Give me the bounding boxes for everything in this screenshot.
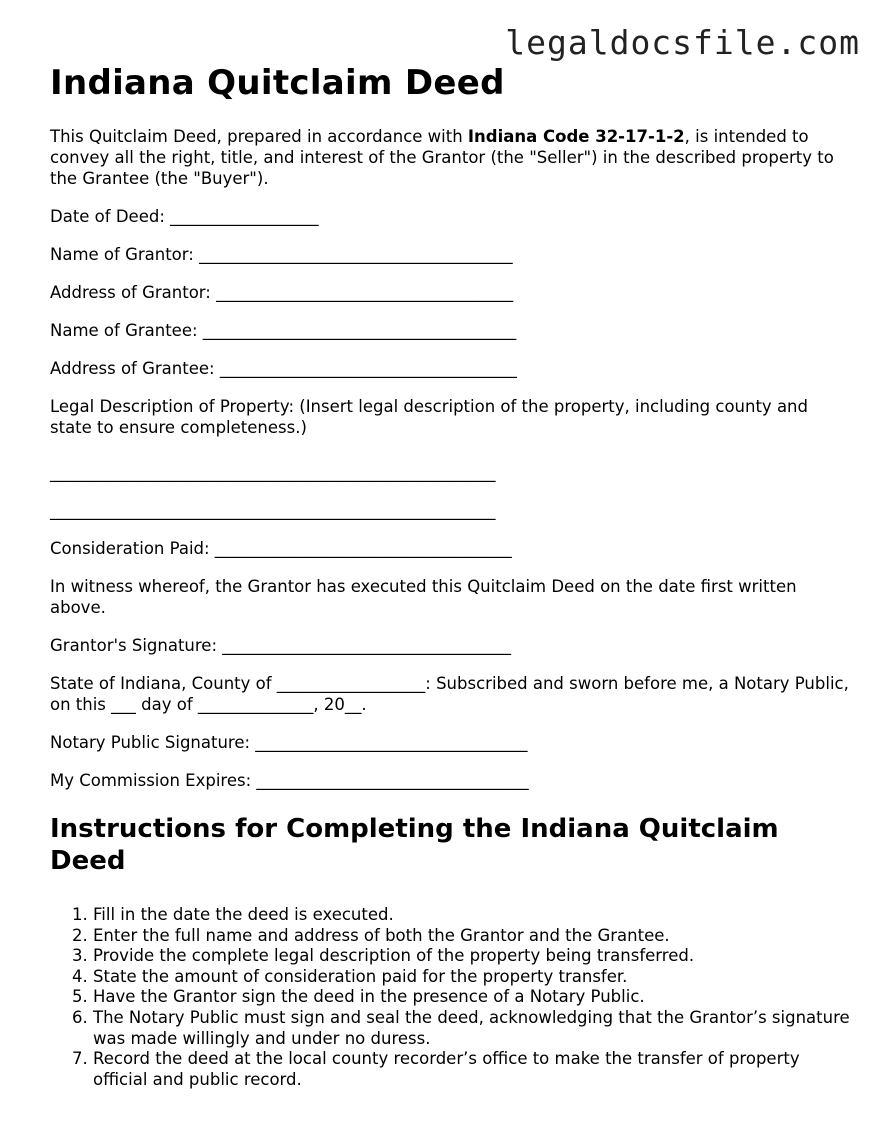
document xyxy=(50,60,850,1090)
instructions-list xyxy=(50,905,850,1090)
intro-paragraph xyxy=(50,126,850,189)
instruction-item: 5. Have the Grantor sign the deed in the presence of a Notary Public. xyxy=(93,987,850,1008)
instructions-heading: Instructions for Completing the Indiana Quitclaim Deed xyxy=(50,814,779,876)
instruction-item: 4. State the amount of consideration paid for the property transfer. xyxy=(93,967,850,988)
instruction-item: 1. Fill in the date the deed is executed. xyxy=(93,905,850,926)
indiana-code-reference: Indiana Code 32-17-1-2 xyxy=(467,127,685,146)
address-of-grantee-field: Address of Grantee: ____________________________________ xyxy=(50,359,517,378)
legal-description-field: Legal Description of Property: (Insert legal description of the property, including county and state to ensure completeness.) xyxy=(50,397,808,437)
name-of-grantor-field: Name of Grantor: ______________________________________ xyxy=(50,245,513,264)
notary-acknowledgment: State of Indiana, County of __________________: Subscribed and sworn before me, a Notary Public, on this ___ day of ______________, 20__. xyxy=(50,674,849,714)
instruction-item: 2. Enter the full name and address of both the Grantor and the Grantee. xyxy=(93,926,850,947)
legal-description-blank-line-1: ______________________________________________________ xyxy=(50,463,496,482)
instruction-item: 6. The Notary Public must sign and seal the deed, acknowledging that the Grantor’s signature was made willingly and under no duress. xyxy=(93,1008,850,1049)
intro-text-before: This Quitclaim Deed, prepared in accordance with xyxy=(50,127,468,146)
intro-text-after: , is intended to convey all the right, title, and interest of the Grantor (the "Seller") in the described property to the Grantee (the "Buyer"). xyxy=(50,127,834,188)
date-of-deed-field: Date of Deed: __________________ xyxy=(50,207,319,226)
instruction-item: 3. Provide the complete legal description of the property being transferred. xyxy=(93,946,850,967)
document-title: Indiana Quitclaim Deed xyxy=(50,63,505,103)
name-of-grantee-field: Name of Grantee: ______________________________________ xyxy=(50,321,517,340)
address-of-grantor-field: Address of Grantor: ____________________________________ xyxy=(50,283,514,302)
legal-description-blank-line-2: ______________________________________________________ xyxy=(50,501,496,520)
grantor-signature-field: Grantor's Signature: ___________________________________ xyxy=(50,636,512,655)
commission-expires-field: My Commission Expires: _________________________________ xyxy=(50,771,529,790)
consideration-paid-field: Consideration Paid: ____________________________________ xyxy=(50,539,512,558)
instruction-item: 7. Record the deed at the local county recorder’s office to make the transfer of property official and public record. xyxy=(93,1049,850,1090)
notary-signature-field: Notary Public Signature: _________________________________ xyxy=(50,733,528,752)
witness-statement: In witness whereof, the Grantor has executed this Quitclaim Deed on the date first written above. xyxy=(50,577,797,617)
watermark: legaldocsfile.com xyxy=(505,23,860,62)
